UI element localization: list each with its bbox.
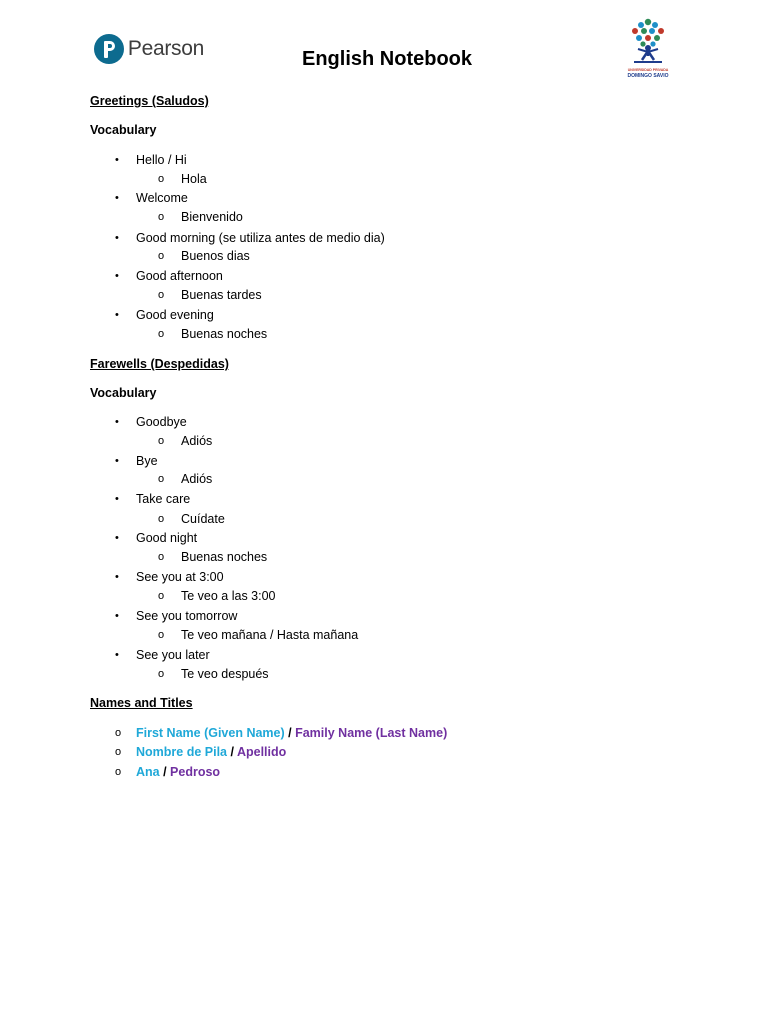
university-logo-line1: UNIVERSIDAD PRIVADA [627, 68, 669, 72]
name-separator: / [284, 726, 296, 740]
list-bullet: • [115, 270, 119, 282]
list-sub-bullet: o [158, 250, 165, 262]
list-item-term: Take care [136, 492, 191, 506]
list-bullet: • [115, 154, 119, 166]
list-sub-bullet: o [158, 629, 165, 641]
list-item-translation: Te veo después [181, 667, 269, 681]
list-item-term: Good night [136, 531, 198, 545]
list-item-translation: Buenas noches [181, 550, 268, 564]
list-item-translation: Buenas tardes [181, 288, 262, 302]
list-bullet: • [115, 649, 119, 661]
list-bullet: • [115, 493, 119, 505]
list-item-translation: Hola [181, 172, 207, 186]
list-sub-bullet: o [158, 473, 165, 485]
list-sub-bullet: o [158, 173, 165, 185]
list-bullet: • [115, 610, 119, 622]
list-sub-bullet: o [158, 668, 165, 680]
list-sub-bullet: o [115, 766, 122, 778]
farewells-heading: Farewells (Despedidas) [90, 357, 229, 371]
first-name-label: First Name (Given Name) [136, 726, 285, 740]
last-name-label: Pedroso [170, 765, 221, 779]
university-logo [616, 16, 680, 82]
list-item-translation: Buenas noches [181, 327, 268, 341]
list-bullet: • [115, 532, 119, 544]
list-item-term: Hello / Hi [136, 153, 187, 167]
last-name-label: Family Name (Last Name) [295, 726, 448, 740]
list-item-translation: Te veo a las 3:00 [181, 589, 276, 603]
first-name-label: Nombre de Pila [136, 745, 227, 759]
list-item-term: Good evening [136, 308, 214, 322]
last-name-label: Apellido [236, 745, 287, 759]
list-sub-bullet: o [115, 746, 122, 758]
list-sub-bullet: o [158, 551, 165, 563]
list-item-term: Welcome [136, 191, 188, 205]
greetings-vocabulary-label: Vocabulary [90, 123, 157, 137]
first-name-label: Ana [136, 765, 160, 779]
name-row [136, 726, 447, 740]
list-sub-bullet: o [158, 513, 165, 525]
farewells-vocabulary-label: Vocabulary [90, 386, 157, 400]
name-row [136, 745, 286, 759]
names-heading: Names and Titles [90, 696, 193, 710]
page-title: English Notebook [302, 48, 472, 70]
list-item-term: See you at 3:00 [136, 570, 224, 584]
pearson-logo [94, 31, 204, 67]
pearson-logo-text: Pearson [127, 37, 204, 60]
name-separator: / [227, 745, 237, 759]
list-item-translation: Adiós [181, 434, 213, 448]
list-item-term: Good afternoon [136, 269, 223, 283]
list-item-term: Good morning (se utiliza antes de medio dia) [136, 231, 385, 245]
list-bullet: • [115, 455, 119, 467]
list-item-term: Bye [136, 454, 158, 468]
list-bullet: • [115, 232, 119, 244]
name-separator: / [159, 765, 171, 779]
list-item-translation: Te veo mañana / Hasta mañana [181, 628, 359, 642]
list-sub-bullet: o [158, 289, 165, 301]
list-item-term: Goodbye [136, 415, 187, 429]
list-item-translation: Cuídate [181, 512, 225, 526]
list-sub-bullet: o [158, 328, 165, 340]
pearson-logo-icon [94, 34, 124, 64]
list-sub-bullet: o [158, 211, 165, 223]
list-bullet: • [115, 416, 119, 428]
list-item-translation: Buenos dias [181, 249, 250, 263]
university-logo-icon [616, 16, 680, 68]
list-item-translation: Adiós [181, 472, 213, 486]
list-bullet: • [115, 192, 119, 204]
list-sub-bullet: o [115, 727, 122, 739]
list-bullet: • [115, 571, 119, 583]
greetings-heading: Greetings (Saludos) [90, 94, 209, 108]
list-item-translation: Bienvenido [181, 210, 243, 224]
list-bullet: • [115, 309, 119, 321]
list-sub-bullet: o [158, 435, 165, 447]
name-row [136, 765, 220, 779]
list-item-term: See you tomorrow [136, 609, 238, 623]
list-item-term: See you later [136, 648, 210, 662]
university-logo-line2: DOMINGO SAVIO [627, 73, 669, 79]
list-sub-bullet: o [158, 590, 165, 602]
